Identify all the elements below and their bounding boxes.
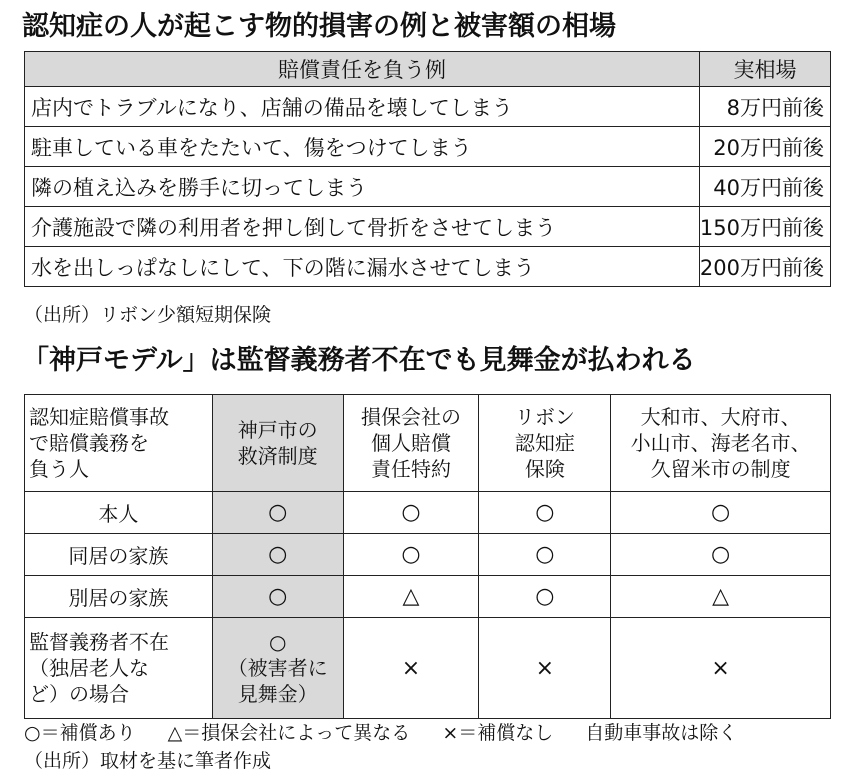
cell-line: （被害者に: [227, 656, 328, 680]
table-row: [25, 207, 831, 247]
header-line: 認知症: [514, 431, 575, 455]
example-cell: 隣の植え込みを勝手に切ってしまう: [25, 167, 700, 207]
ribbon-mark: ×: [479, 618, 611, 719]
header-example: 賠償責任を負う例: [25, 52, 700, 87]
title-damage-examples: 認知症の人が起こす物的損害の例と被害額の相場: [22, 11, 616, 42]
header-line: 個人賠償: [371, 431, 452, 455]
header-line: 損保会社の: [361, 405, 462, 429]
header-line: で賠償義務を: [29, 431, 149, 455]
header-sonpo-rider: [343, 395, 479, 492]
cell-line: 見舞金）: [237, 682, 318, 706]
cities-mark: ○: [611, 534, 831, 576]
cell-line: 監督義務者不在: [29, 630, 169, 654]
cities-mark: ×: [611, 618, 831, 719]
cell-line: （独居老人な: [29, 656, 149, 680]
damage-examples-table: [24, 51, 831, 287]
table-row: [25, 167, 831, 207]
table-header-row: [25, 395, 831, 492]
example-cell: 店内でトラブルになり、店舗の備品を壊してしまう: [25, 87, 700, 127]
header-line: 大和市、大府市、: [640, 405, 801, 429]
kobe-mark: [212, 618, 343, 719]
legend-note: 自動車事故は除く: [585, 722, 738, 744]
kobe-mark: ○: [212, 576, 343, 618]
source-note-2: （出所）取材を基に筆者作成: [24, 750, 272, 772]
ribbon-mark: ○: [479, 576, 611, 618]
header-ribbon-insurance: [479, 395, 611, 492]
example-cell: 水を出しっぱなしにして、下の階に漏水させてしまう: [25, 247, 700, 287]
amount-cell: 8万円前後: [699, 87, 830, 127]
source-note-1: （出所）リボン少額短期保険: [24, 304, 272, 326]
table-row: [25, 576, 831, 618]
header-line: 負う人: [29, 457, 89, 481]
compensation-comparison-table: [24, 394, 831, 719]
header-line: 久留米市の制度: [650, 457, 791, 481]
table-row: [25, 247, 831, 287]
header-kobe-relief: [212, 395, 343, 492]
sonpo-mark: ○: [343, 534, 479, 576]
table-row: [25, 127, 831, 167]
cell-line: ○: [268, 630, 287, 654]
liable-person-cell: 本人: [25, 492, 213, 534]
header-line: 小山市、海老名市、: [630, 431, 811, 455]
example-cell: 介護施設で隣の利用者を押し倒して骨折をさせてしまう: [25, 207, 700, 247]
amount-cell: 20万円前後: [699, 127, 830, 167]
cities-mark: △: [611, 576, 831, 618]
amount-cell: 200万円前後: [699, 247, 830, 287]
header-line: 認知症賠償事故: [29, 405, 169, 429]
legend-no: ×＝補償なし: [442, 722, 554, 744]
cell-line: ど）の場合: [29, 682, 129, 706]
sonpo-mark: ○: [343, 492, 479, 534]
ribbon-mark: ○: [479, 534, 611, 576]
table-header-row: [25, 52, 831, 87]
sonpo-mark: ×: [343, 618, 479, 719]
legend-yes: ○＝補償あり: [24, 722, 136, 744]
header-line: 救済制度: [237, 444, 318, 468]
liable-person-cell: [25, 618, 213, 719]
table-row: [25, 492, 831, 534]
table-row: [25, 618, 831, 719]
legend: [24, 718, 763, 745]
header-city-systems: [611, 395, 831, 492]
header-line: リボン: [514, 405, 575, 429]
header-amount: 実相場: [699, 52, 830, 87]
table-row: [25, 87, 831, 127]
header-line: 保険: [524, 457, 565, 481]
kobe-mark: ○: [212, 534, 343, 576]
example-cell: 駐車している車をたたいて、傷をつけてしまう: [25, 127, 700, 167]
header-line: 神戸市の: [237, 418, 318, 442]
header-line: 責任特約: [371, 457, 452, 481]
header-liable-person: [25, 395, 213, 492]
kobe-mark: ○: [212, 492, 343, 534]
sonpo-mark: △: [343, 576, 479, 618]
liable-person-cell: 同居の家族: [25, 534, 213, 576]
liable-person-cell: 別居の家族: [25, 576, 213, 618]
ribbon-mark: ○: [479, 492, 611, 534]
amount-cell: 150万円前後: [699, 207, 830, 247]
title-kobe-model: 「神戸モデル」は監督義務者不在でも見舞金が払われる: [22, 345, 696, 376]
table-row: [25, 534, 831, 576]
cities-mark: ○: [611, 492, 831, 534]
legend-varies: △＝損保会社によって異なる: [167, 722, 411, 744]
amount-cell: 40万円前後: [699, 167, 830, 207]
